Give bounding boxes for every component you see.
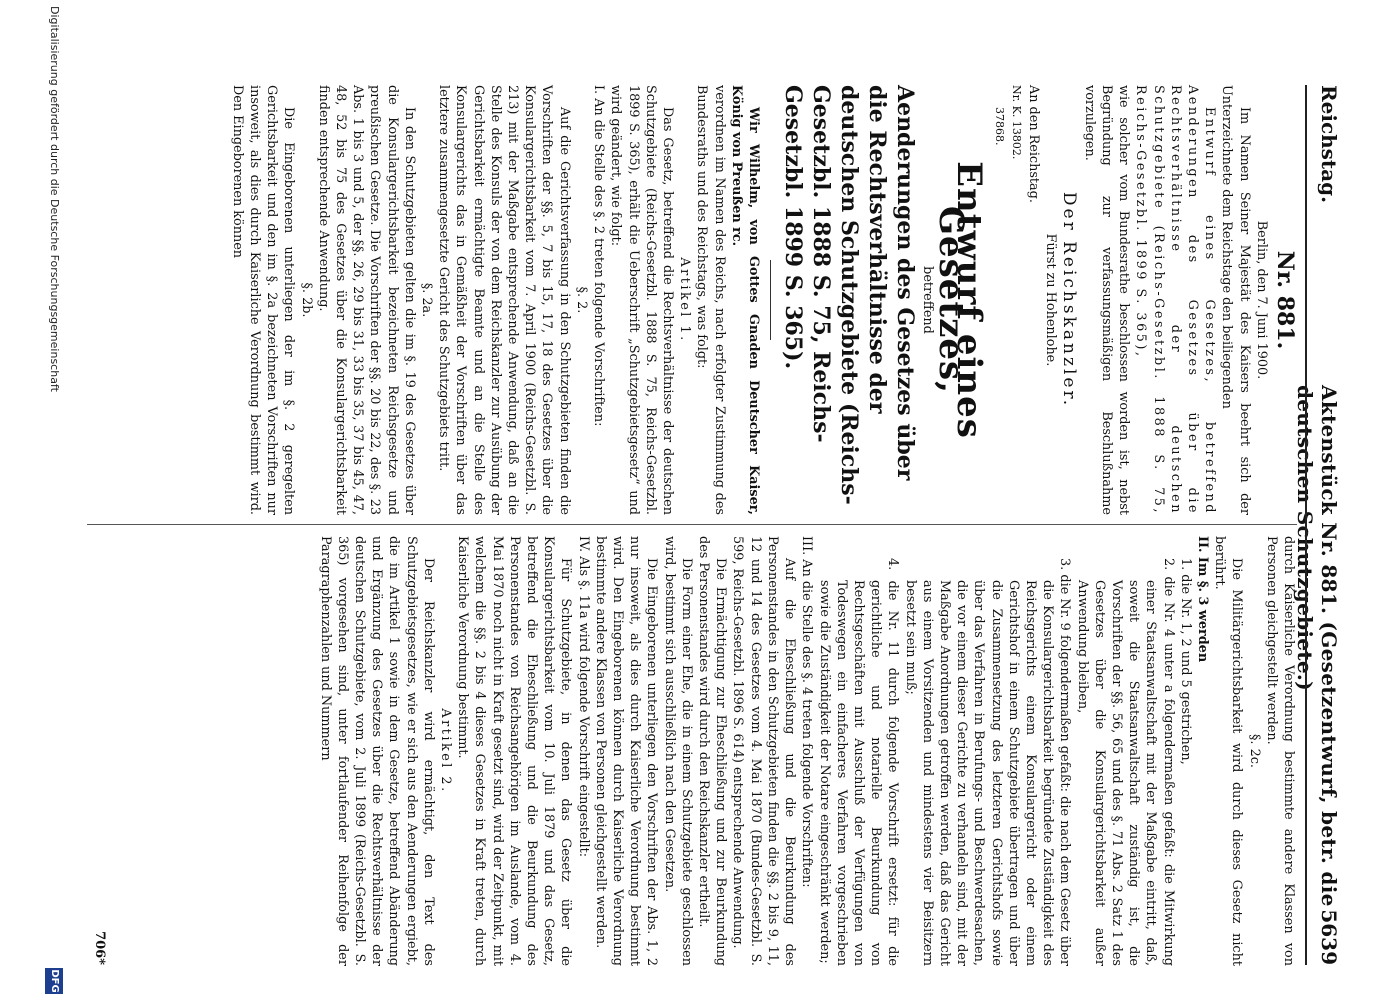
- item-IV: IV. Als §. 11a wird folgende Vorschrift eingestellt:: [575, 536, 591, 858]
- document-sheet: [73, 0, 1383, 1000]
- intro-paragraph: Im Namen Seiner Majestät des Kaisers beehrt sich der Unterzeichnete dem Reichstage den beiliegenden: [1219, 85, 1252, 515]
- item-III-text-3: Die Form einer Ehe, die in einem Schutzgebiete geschlossen wird, bestimmt sich ausschließlich nach den Gesetzen.: [661, 536, 694, 966]
- document-number: Nr. 881.: [1272, 250, 1298, 350]
- item-II: II. Im §. 3 werden: [1194, 536, 1210, 663]
- left-column: [229, 85, 1297, 515]
- dateline: Berlin, den 7. Juni 1900.: [1253, 220, 1269, 380]
- section-2-text: Auf die Gerichtsverfassung in den Schutzgebieten finden die Vorschriften der §§. 5, 7 bis 15, 17, 18 des Gesetzes über die Konsulargerichtsbarkeit vom 7. April 1900 (Reichs-Gesetzbl. S. 213) mit der Maßgabe entsprechende Anwendung, daß an die Stelle des Konsuls der von dem Reichskanzler zur Ausübung der Gerichtsbarkeit ermächtigte Beamte und an die Stelle des Konsulargerichts das in Gemäßheit der Vorschriften über das letztere zusammengesetzte Gericht des Schutzgebiets tritt.: [436, 85, 572, 515]
- continuation-text: durch Kaiserliche Verordnung bestimmte andere Klassen von Personen gleichgestellt werden.: [1263, 536, 1296, 966]
- item-I: I. An die Stelle des §. 2 treten folgende Vorschriften:: [591, 85, 607, 427]
- reference-number-2: 37868.: [992, 107, 1006, 146]
- chancellor-title: Der Reichskanzler.: [1058, 191, 1079, 409]
- intro-closing: wie solcher vom Bundesrathe beschlossen worden ist, nebst Begründung zur verfassungsmäßigen Beschlußnahme vorzulegen.: [1081, 85, 1132, 515]
- header-rule: [1305, 85, 1307, 965]
- dfg-logo: DFG: [45, 968, 63, 994]
- betreffend-label: betreffend: [920, 266, 936, 334]
- item-II-3: 3. die Nr. 9 folgendermaßen gefaßt: die nach dem Gesetz über die Konsulargerichtsbarkeit begründete Zuständigkeit des Reichsgerichts einem Konsulargericht oder einem Gerichtshof in einem Schutzgebiete übertragen und über die Zusammensetzung des letzteren Gerichtshofs sowie über das Verfahren in Berufungs- und Beschwerdesachen, die vor einem dieser Gerichte zu verhandeln sind, mit der Maßgabe Anordnungen getroffen werden, daß das Gericht aus einem Vorsitzenden und mindestens vier Beisitzern besetzt sein muß;: [902, 558, 1073, 966]
- section-2b-text: Die Eingeborenen unterliegen der im §. 2 geregelten Gerichtsbarkeit und den im §. 2a bezeichneten Vorschriften nur insoweit, als dies durch Kaiserliche Verordnung bestimmt wird. Den Eingeborenen können: [229, 85, 297, 515]
- bill-title: Entwurf eines Gesetzes,: [931, 161, 989, 439]
- addressee: An den Reichstag.: [1026, 85, 1042, 203]
- artikel-2-text: Der Reichskanzler wird ermächtigt, den Text des Schutzgebietsgesetzes, wie er sich aus den Aenderungen ergiebt, die im Artikel 1 sowie in dem Gesetze, betreffend Abänderung und Ergänzung des Gesetzes über die Rechtsverhältnisse der deutschen Schutzgebiete, vom 2. Juli 1899 (Reichs-Gesetzbl. S. 365) vorgesehen sind, unter fortlaufender Reihenfolge der Paragraphenzahlen und Nummern: [317, 536, 436, 966]
- credit-text: Digitalisierung gefördert durch die Deutsche Forschungsgemeinschaft: [48, 6, 61, 392]
- item-III-text-2: Die Ermächtigung zur Eheschließung und zur Beurkundung des Personenstandes wird durch den Reichskanzler ertheilt.: [696, 536, 729, 966]
- page-number: 5639: [1317, 909, 1341, 965]
- header-center: Aktenstück Nr. 881. (Gesetzentwurf, betr. die deutschen Schutzgebiete.): [1293, 385, 1341, 907]
- sheet-number: 706*: [92, 931, 107, 965]
- section-2-heading: §. 2.: [573, 286, 589, 314]
- item-IV-text: Für Schutzgebiete, in denen das Gesetz über die Konsulargerichtsbarkeit vom 10. Juli 1879 und das Gesetz, betreffend die Eheschließung und die Beurkundung des Personenstandes von Reichsangehörigen im Auslande, vom 4. Mai 1870 noch nicht in Kraft gesetzt sind, wird der Zeitpunkt, mit welchem die §§. 2 bis 4 dieses Gesetzes in Kraft treten, durch Kaiserliche Verordnung bestimmt.: [455, 536, 574, 966]
- section-2c-text: Die Militärgerichtsbarkeit wird durch dieses Gesetz nicht berührt.: [1212, 536, 1245, 966]
- item-II-1: 1. die Nr. 1, 2 und 5 gestrichen,: [1177, 558, 1193, 765]
- item-III-text-1: Auf die Eheschließung und die Beurkundung des Personenstandes in den Schutzgebieten finden die §§. 2 bis 9, 11, 12 und 14 des Gesetzes vom 4. Mai 1870 (Bundes-Gesetzbl. S. 599, Reichs-Gesetzbl. 1896 S. 614) entsprechende Anwendung.: [730, 536, 798, 966]
- right-column: [316, 536, 1297, 966]
- item-III-text-4: Die Eingeborenen unterliegen den Vorschriften der Abs. 1, 2 nur insoweit, als dies durch Kaiserliche Verordnung bestimmt wird. Den Eingeborenen können durch Kaiserliche Verordnung bestimmte andere Klassen von Personen gleichgestellt werden.: [592, 536, 660, 966]
- chancellor-name: Fürst zu Hohenlohe.: [1043, 233, 1059, 367]
- section-2a-text: In den Schutzgebieten gelten die im §. 19 des Gesetzes über die Konsulargerichtsbarkeit bezeichneten Reichsgesetze und preußischen Gesetze. Die Vorschriften der §§. 20 bis 22, des §. 23 Abs. 1 bis 3 und 5, der §§. 26, 29 bis 31, 33 bis 35, 37 bis 45, 47, 48, 52 bis 75 des Gesetzes über die Konsulargerichtsbarkeit finden entsprechende Anwendung.: [315, 85, 417, 515]
- enacting-clause: verordnen im Namen des Reichs, nach erfolgter Zustimmung des Bundesraths und des Reichstags, was folgt:: [694, 85, 727, 515]
- section-rule: [770, 260, 771, 340]
- running-header: [1293, 85, 1343, 965]
- section-2c-heading: §. 2c.: [1246, 734, 1262, 768]
- artikel-1-text: Das Gesetz, betreffend die Rechtsverhältnisse der deutschen Schutzgebiete (Reichs-Gesetzbl. 1888 S. 75, Reichs-Gesetzbl. 1899 S. 365), erhält die Ueberschrift „Schutzgebietsgesetz“ und wird geändert, wie folgt:: [608, 85, 675, 515]
- digitization-credit: [41, 0, 65, 1000]
- artikel-1-heading: Artikel 1.: [677, 257, 693, 343]
- item-III: III. An die Stelle des §. 4 treten folgende Vorschriften:: [799, 536, 815, 888]
- intro-bill-title: Entwurf eines Gesetzes, betreffend Aenderungen des Gesetzes über die Rechtsverhältnisse der deutschen Schutzgebiete (Reichs-Gesetzbl. 1888 S. 75, Reichs-Gesetzbl. 1899 S. 365),: [1133, 85, 1218, 515]
- header-left: Reichstag.: [1317, 85, 1341, 204]
- bill-subtitle: Aenderungen des Gesetzes über die Rechtsverhältnisse der deutschen Schutzgebiete (Reichs-Gesetzbl. 1888 S. 75, Reichs-Gesetzbl. 1899 S. 365).: [779, 85, 918, 505]
- reference-number: Nr. K. 13802.: [1009, 85, 1023, 160]
- section-2b-heading: §. 2b.: [298, 282, 314, 318]
- section-2a-heading: §. 2a.: [419, 282, 435, 318]
- artikel-2-heading: Artikel 2.: [438, 708, 454, 794]
- item-II-4: 4. die Nr. 11 durch folgende Vorschrift ersetzt: für die gerichtliche und notarielle Beurkundung von Rechtsgeschäften mit Ausschluß der Verfügungen von Todeswegen ein einfacheres Verfahren vorgeschrieben sowie die Zuständigkeit der Notare eingeschränkt werden;: [816, 558, 901, 966]
- column-divider: [87, 524, 1297, 525]
- item-II-2: 2. die Nr. 4 unter a folgendermaßen gefaßt: die Mitwirkung einer Staatsanwaltschaft mit der Maßgabe eintritt, daß, soweit die Staatsanwaltschaft zuständig ist, die Vorschriften der §§. 56, 65 und des §. 71 Abs. 2 Satz 1 des Gesetzes über die Konsulargerichtsbarkeit außer Anwendung bleiben,: [1074, 558, 1176, 966]
- enacting-formula: Wir Wilhelm, von Gottes Gnaden Deutscher Kaiser, König von Preußen rc.: [728, 85, 761, 515]
